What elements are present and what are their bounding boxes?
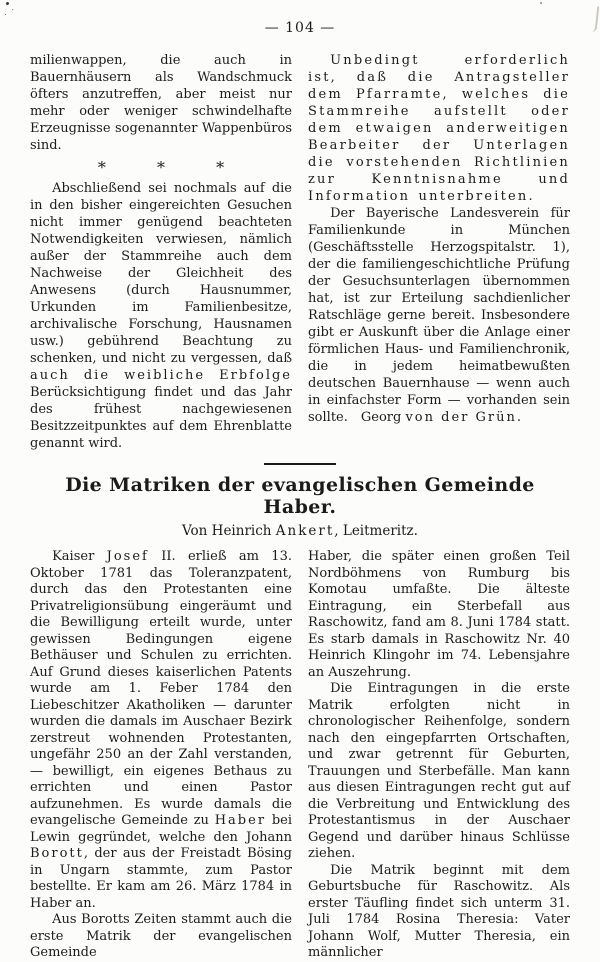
asterisk-divider: * * * xyxy=(97,158,225,177)
text-segment-gesperrt: auch die weibliche Erbfolge xyxy=(30,368,292,383)
article1-right-column xyxy=(308,52,570,452)
text-segment: , der aus der Freistadt Bösing in Ungarn stammte, zum Pastor bestellte. Er kam am 26. März 1784 in Haber an. xyxy=(30,846,292,911)
text-segment: Kaiser xyxy=(52,549,107,564)
paragraph-gesperrt: Unbedingt erforderlich ist, daß die Antragsteller dem Pfarramte, welches die Stammreihe aufstellt oder dem etwaigen anderweitigen Bearbeiter der Unterlagen die vorstehenden Richtlinien zur Kenntnisnahme und Information unterbreiten. xyxy=(308,53,570,204)
paragraph: Die Eintragungen in die erste Matrik erfolgten nicht in chronologischer Reihenfolge, sondern nach den eingepfarrten Ortschaften, und zwar getrennt für Geburten, Trauungen und Sterbefälle. Man kann aus diesen Eintragungen recht gut auf die Verbreitung und Entwicklung des Protestantismus in der Auschaer Gegend und darüber hinaus Schlüsse ziehen. xyxy=(308,681,570,861)
article-title: Die Matriken der evangelischen Gemeinde Haber. xyxy=(65,474,535,518)
paragraph-continuation: milienwappen, die auch in Bauernhäusern als Wandschmuck öfters anzutreffen, aber meist nur mehr oder weniger schwindelhafte Erzeugnisse sogenannter Wappenbüros sind. xyxy=(30,53,292,153)
article1-columns xyxy=(30,52,570,452)
text-segment: Von Heinrich xyxy=(182,523,276,539)
paragraph: Die Matrik beginnt mit dem Geburtsbuche für Raschowitz. Als erster Täufling findet sich unterm 31. Juli 1784 Rosina Theresia: Vater Johann Wolf, Mutter Theresia, ein männlicher xyxy=(308,862,570,960)
article1-left-column xyxy=(30,52,292,452)
text-segment: Der Bayerische Landesverein für Familienkunde in München (Geschäftsstelle Herzogspitalstr. 1), der die familiengeschichtliche Prüfung der Gesuchsunterlagen übernommen hat, ist zur Erteilung sachdienlicher Ratschläge gerne bereit. Insbesondere gibt er Auskunft über die Anlage einer förmlichen Haus- und Familienchronik, die in jedem heimatbewußten deutschen Bauernhause — wenn auch in einfachster Form — vorhanden sein sollte. xyxy=(308,206,570,425)
text-segment-gesperrt: Ankert xyxy=(275,523,335,539)
text-segment-gesperrt: Josef xyxy=(106,549,149,564)
text-segment-gesperrt: von der Grün. xyxy=(405,410,523,425)
text-segment-gesperrt: Haber xyxy=(214,813,267,828)
text-segment: bei Lewin gegründet, welche den Johann xyxy=(30,813,292,845)
paragraph-continuation: Haber, die später einen großen Teil Nordböhmens von Rumburg bis Komotau umfaßte. Die älteste Eintragung, ein Sterbefall aus Raschowitz, fand am 8. Juni 1784 statt. Es starb damals in Raschowitz Nr. 40 Heinrich Klingohr im 74. Lebensjahre an Auszehrung. xyxy=(308,549,570,680)
paragraph xyxy=(30,549,292,912)
paragraph: Aus Borotts Zeiten stammt auch die erste Matrik der evangelischen Gemeinde xyxy=(30,912,292,960)
paragraph-with-signature xyxy=(308,205,570,426)
article2-left-column xyxy=(30,549,292,962)
page-number: — 104 — xyxy=(264,20,336,36)
text-segment: Georg xyxy=(360,410,406,425)
text-segment: Berücksichtigung findet und das Jahr des frühest nachgewiesenen Besitzzeitpunktes auf dem Ehrenblatte genannt wird. xyxy=(30,385,292,451)
article2-right-column xyxy=(308,549,570,962)
text-segment-gesperrt: Borott xyxy=(30,846,84,861)
section-divider-rule xyxy=(264,463,336,465)
text-segment: II. erließ am 13. Oktober 1781 das Toleranzpatent, durch das den Protestanten eine Privatreligionsübung eingeräumt und die Bewilligung erteilt wurde, unter gewissen Bedingungen eigene Bethäuser und Schulen zu errichten. Auf Grund dieses kaiserlichen Patents wurde am 1. Feber 1784 den Liebeschitzer Akatholiken — darunter wurden die damals im Auschaer Bezirk zerstreut wohnenden Protestanten, ungefähr 250 an der Zahl verstanden, — bewilligt, ein eigenes Bethaus zu errichten und einen Pastor aufzunehmen. Es wurde damals die evangelische Gemeinde zu xyxy=(30,549,292,828)
text-segment: Abschließend sei nochmals auf die in den bisher eingereichten Gesuchen nicht immer genügend beachteten Notwendigkeiten verwiesen, nämlich außer der Stammreihe auch dem Nachweise der Gleichheit des Anwesens (durch Hausnummer, Urkunden im Familienbesitze, archivalische Forschung, Hausnamen usw.) gebührend Beachtung zu schenken, und nicht zu vergessen, daß xyxy=(30,181,292,366)
text-segment: , Leitmeritz. xyxy=(334,523,418,539)
paragraph xyxy=(30,180,292,452)
article-byline xyxy=(30,523,570,539)
article2-columns xyxy=(30,549,570,962)
